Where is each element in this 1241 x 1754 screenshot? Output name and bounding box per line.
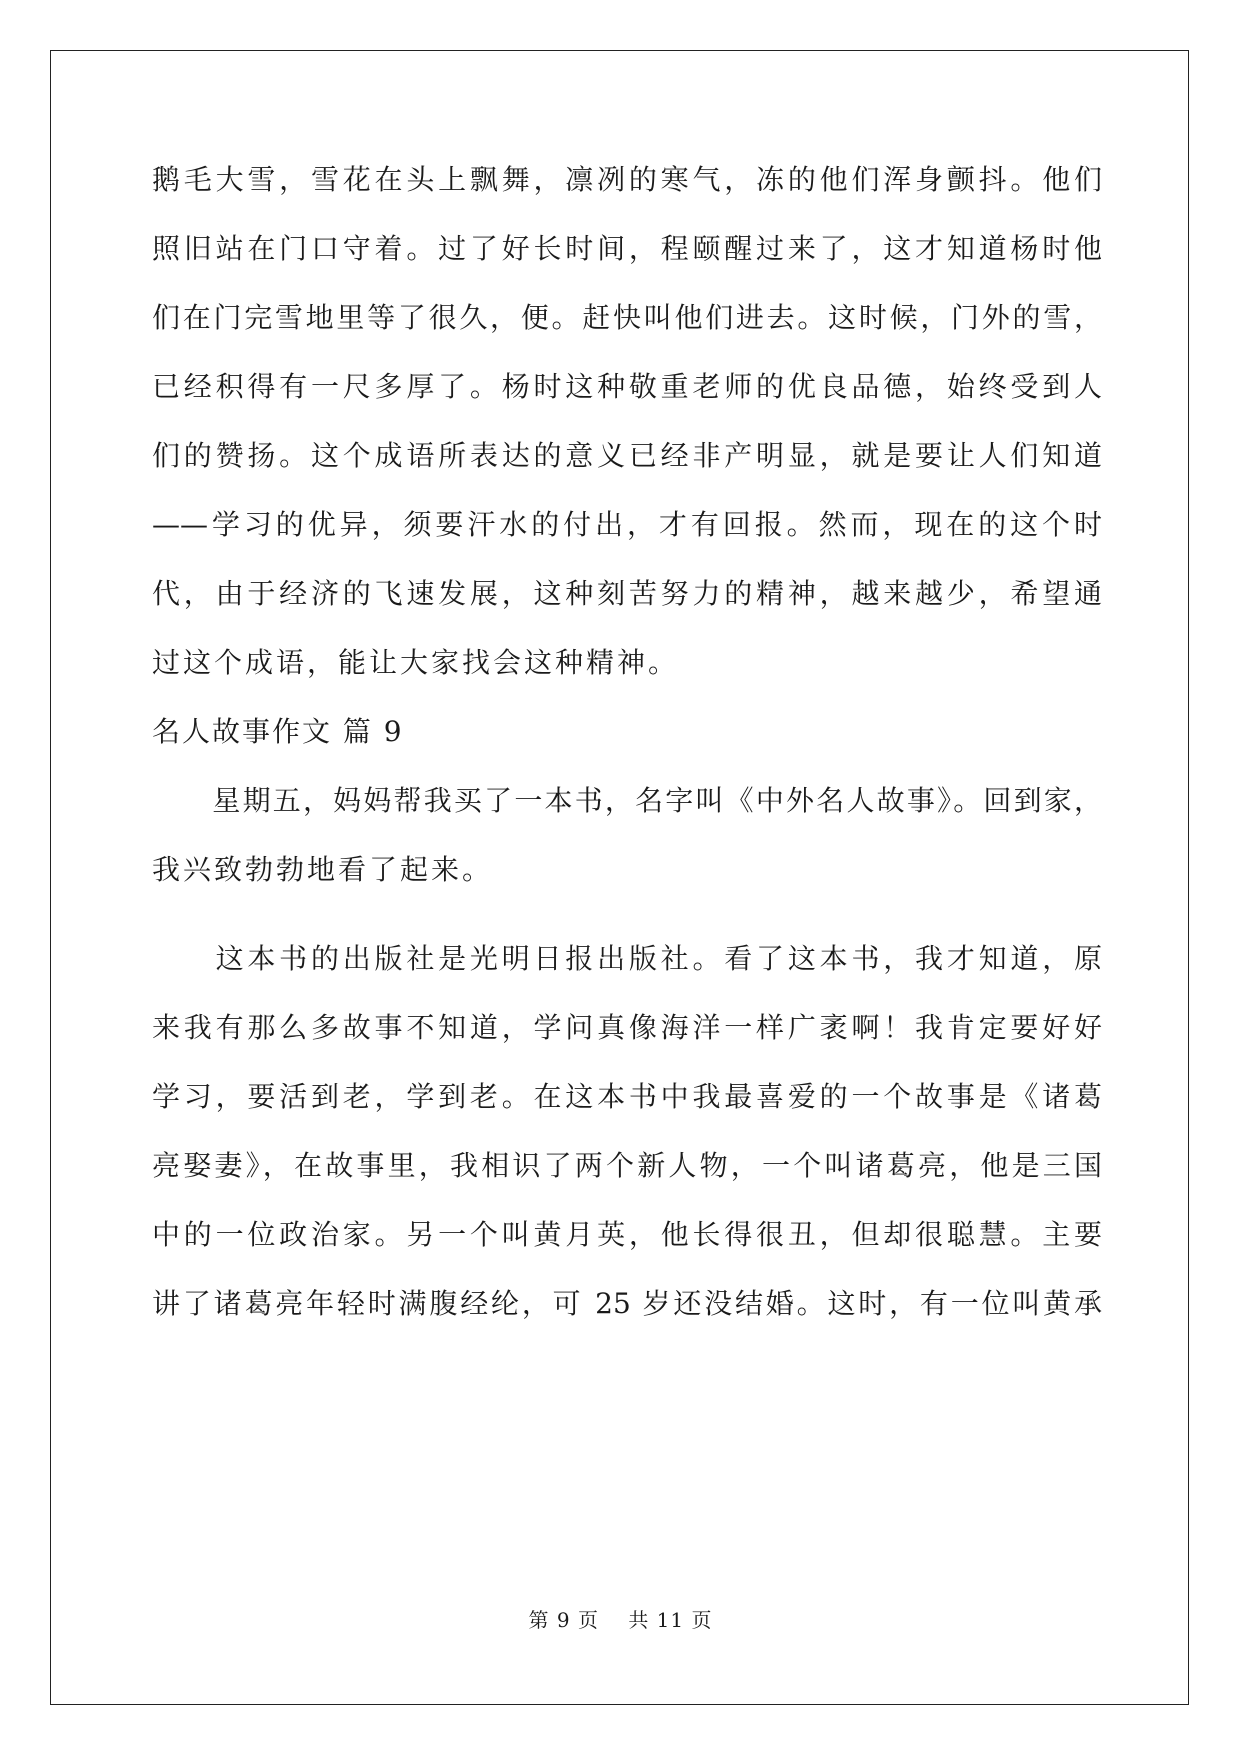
text-line: 来我有那么多故事不知道，学问真像海洋一样广袤啊！我肯定要好好 (152, 1011, 1102, 1044)
page-footer (0, 1607, 1241, 1633)
text-line: 讲了诸葛亮年轻时满腹经纶，可 25 岁还没结婚。这时，有一位叫黄承 (152, 1287, 1102, 1320)
text-line: 我兴致勃勃地看了起来。 (152, 853, 494, 886)
text-line: ——学习的优异，须要汗水的付出，才有回报。然而，现在的这个时 (152, 508, 1102, 541)
text-line: 中的一位政治家。另一个叫黄月英，他长得很丑，但却很聪慧。主要 (152, 1218, 1102, 1251)
text-line: 鹅毛大雪，雪花在头上飘舞，凛冽的寒气，冻的他们浑身颤抖。他们 (152, 163, 1102, 196)
text-line: 亮娶妻》，在故事里，我相识了两个新人物，一个叫诸葛亮，他是三国 (152, 1149, 1102, 1182)
text-line: 过这个成语，能让大家找会这种精神。 (152, 646, 680, 679)
text-line: 这本书的出版社是光明日报出版社。看了这本书，我才知道，原 (152, 942, 1102, 975)
page-number: 第 9 页 (528, 1608, 599, 1632)
text-line: 们的赞扬。这个成语所表达的意义已经非产明显，就是要让人们知道 (152, 439, 1102, 472)
text-line: 星期五，妈妈帮我买了一本书，名字叫《中外名人故事》。回到家， (152, 784, 1102, 817)
text-line: 代，由于经济的飞速发展，这种刻苦努力的精神，越来越少，希望通 (152, 577, 1102, 610)
text-line: 照旧站在门口守着。过了好长时间，程颐醒过来了，这才知道杨时他 (152, 232, 1102, 265)
text-line: 们在门完雪地里等了很久，便。赶快叫他们进去。这时候，门外的雪， (152, 301, 1102, 334)
text-line: 已经积得有一尺多厚了。杨时这种敬重老师的优良品德，始终受到人 (152, 370, 1102, 403)
text-line: 学习，要活到老，学到老。在这本书中我最喜爱的一个故事是《诸葛 (152, 1080, 1102, 1113)
section-heading: 名人故事作文 篇 9 (152, 715, 404, 748)
page-total: 共 11 页 (628, 1608, 713, 1632)
